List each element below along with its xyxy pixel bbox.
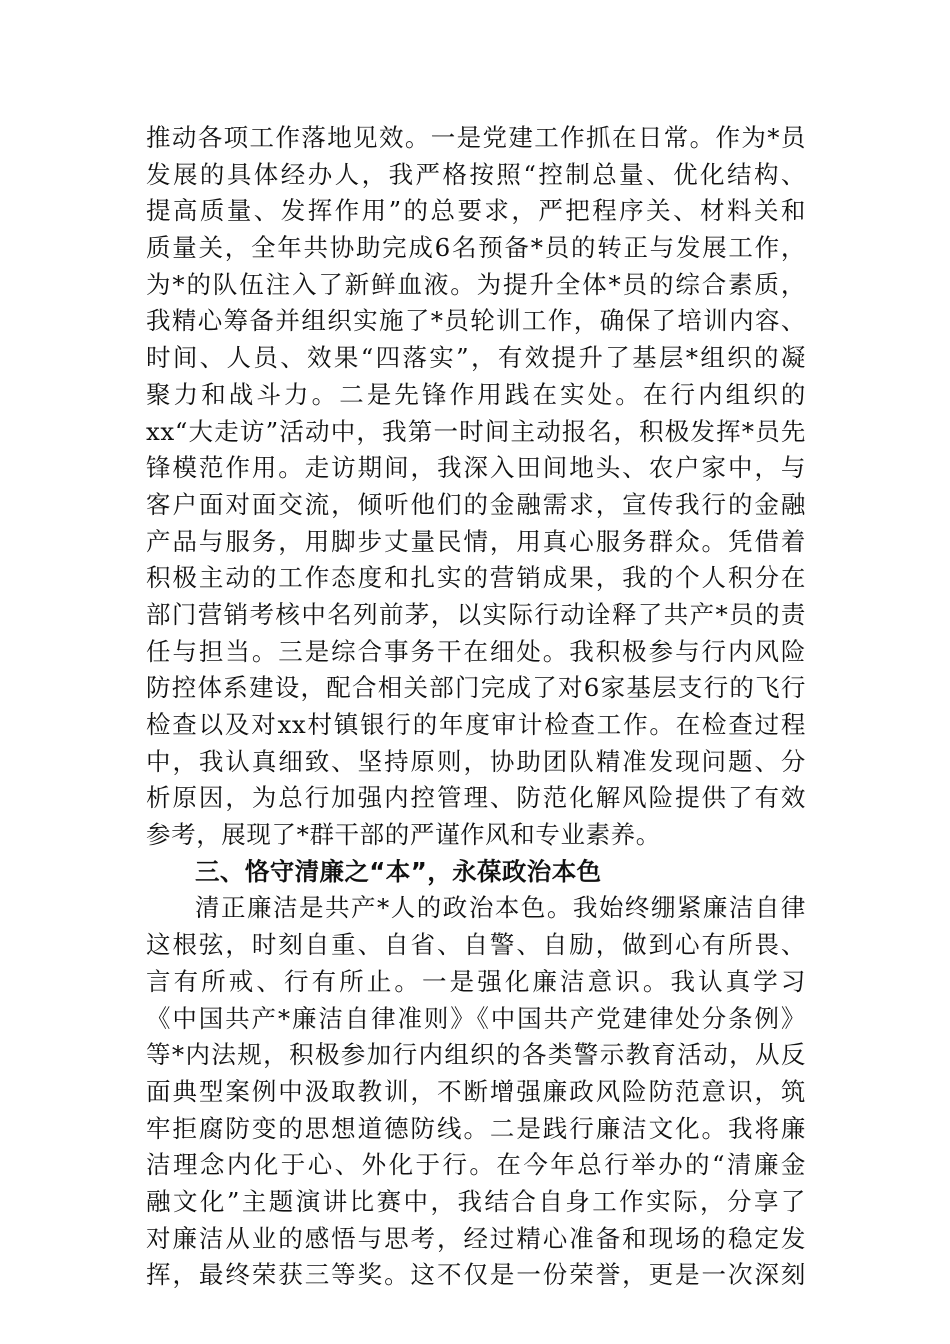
text-line: 融文化”主题演讲比赛中，我结合自身工作实际，分享了 xyxy=(146,1186,806,1216)
section-heading: 三、恪守清廉之“本”，永葆政治本色 xyxy=(195,856,602,886)
text-line: 析原因，为总行加强内控管理、防范化解风险提供了有效 xyxy=(146,783,806,813)
text-line: 洁理念内化于心、外化于行。在今年总行举办的“清廉金 xyxy=(146,1150,806,1180)
text-line: 锋模范作用。走访期间，我深入田间地头、农户家中，与 xyxy=(146,453,806,483)
text-line: 任与担当。三是综合事务干在细处。我积极参与行内风险 xyxy=(146,636,806,666)
text-line: 等*内法规，积极参加行内组织的各类警示教育活动，从反 xyxy=(146,1040,806,1070)
text-line: 参考，展现了*群干部的严谨作风和专业素养。 xyxy=(146,820,661,850)
document-body xyxy=(146,120,806,1294)
text-line: 产品与服务，用脚步丈量民情，用真心服务群众。凭借着 xyxy=(146,526,806,556)
text-line: 面典型案例中汲取教训，不断增强廉政风险防范意识，筑 xyxy=(146,1076,806,1106)
text-line: 推动各项工作落地见效。一是党建工作抓在日常。作为*员 xyxy=(146,123,806,152)
text-line: 积极主动的工作态度和扎实的营销成果，我的个人积分在 xyxy=(146,563,806,593)
text-line: 中，我认真细致、坚持原则，协助团队精准发现问题、分 xyxy=(146,746,806,776)
text-line: 防控体系建设，配合相关部门完成了对6家基层支行的飞行 xyxy=(146,673,806,703)
text-line: 发展的具体经办人，我严格按照“控制总量、优化结构、 xyxy=(146,159,806,189)
text-line: 我精心筹备并组织实施了*员轮训工作，确保了培训内容、 xyxy=(146,306,806,336)
text-line: 检查以及对xx村镇银行的年度审计检查工作。在检查过程 xyxy=(146,710,806,739)
text-line: 为*的队伍注入了新鲜血液。为提升全体*员的综合素质， xyxy=(146,269,806,299)
text-line: 言有所戒、行有所止。一是强化廉洁意识。我认真学习 xyxy=(146,966,806,996)
text-line: 这根弦，时刻自重、自省、自警、自励，做到心有所畏、 xyxy=(146,930,806,960)
text-line: 部门营销考核中名列前茅，以实际行动诠释了共产*员的责 xyxy=(146,599,806,629)
text-line: 清正廉洁是共产*人的政治本色。我始终绷紧廉洁自律 xyxy=(195,893,806,923)
paragraph-1 xyxy=(146,120,806,854)
paragraph-2 xyxy=(146,890,806,1294)
text-line: 对廉洁从业的感悟与思考，经过精心准备和现场的稳定发 xyxy=(146,1223,806,1253)
text-line: 提高质量、发挥作用”的总要求，严把程序关、材料关和 xyxy=(146,196,806,226)
text-line: xx“大走访”活动中，我第一时间主动报名，积极发挥*员先 xyxy=(146,416,806,446)
text-line: 《中国共产*廉洁自律准则》《中国共产党建律处分条例》 xyxy=(146,1003,806,1033)
text-line: 牢拒腐防变的思想道德防线。二是践行廉洁文化。我将廉 xyxy=(146,1113,806,1143)
text-line: 挥，最终荣获三等奖。这不仅是一份荣誉，更是一次深刻 xyxy=(146,1260,806,1290)
text-line: 时间、人员、效果“四落实”，有效提升了基层*组织的凝 xyxy=(146,343,806,373)
text-line: 聚力和战斗力。二是先锋作用践在实处。在行内组织的 xyxy=(146,379,806,409)
text-line: 客户面对面交流，倾听他们的金融需求，宣传我行的金融 xyxy=(146,489,806,519)
text-line: 质量关，全年共协助完成6名预备*员的转正与发展工作， xyxy=(146,233,806,263)
